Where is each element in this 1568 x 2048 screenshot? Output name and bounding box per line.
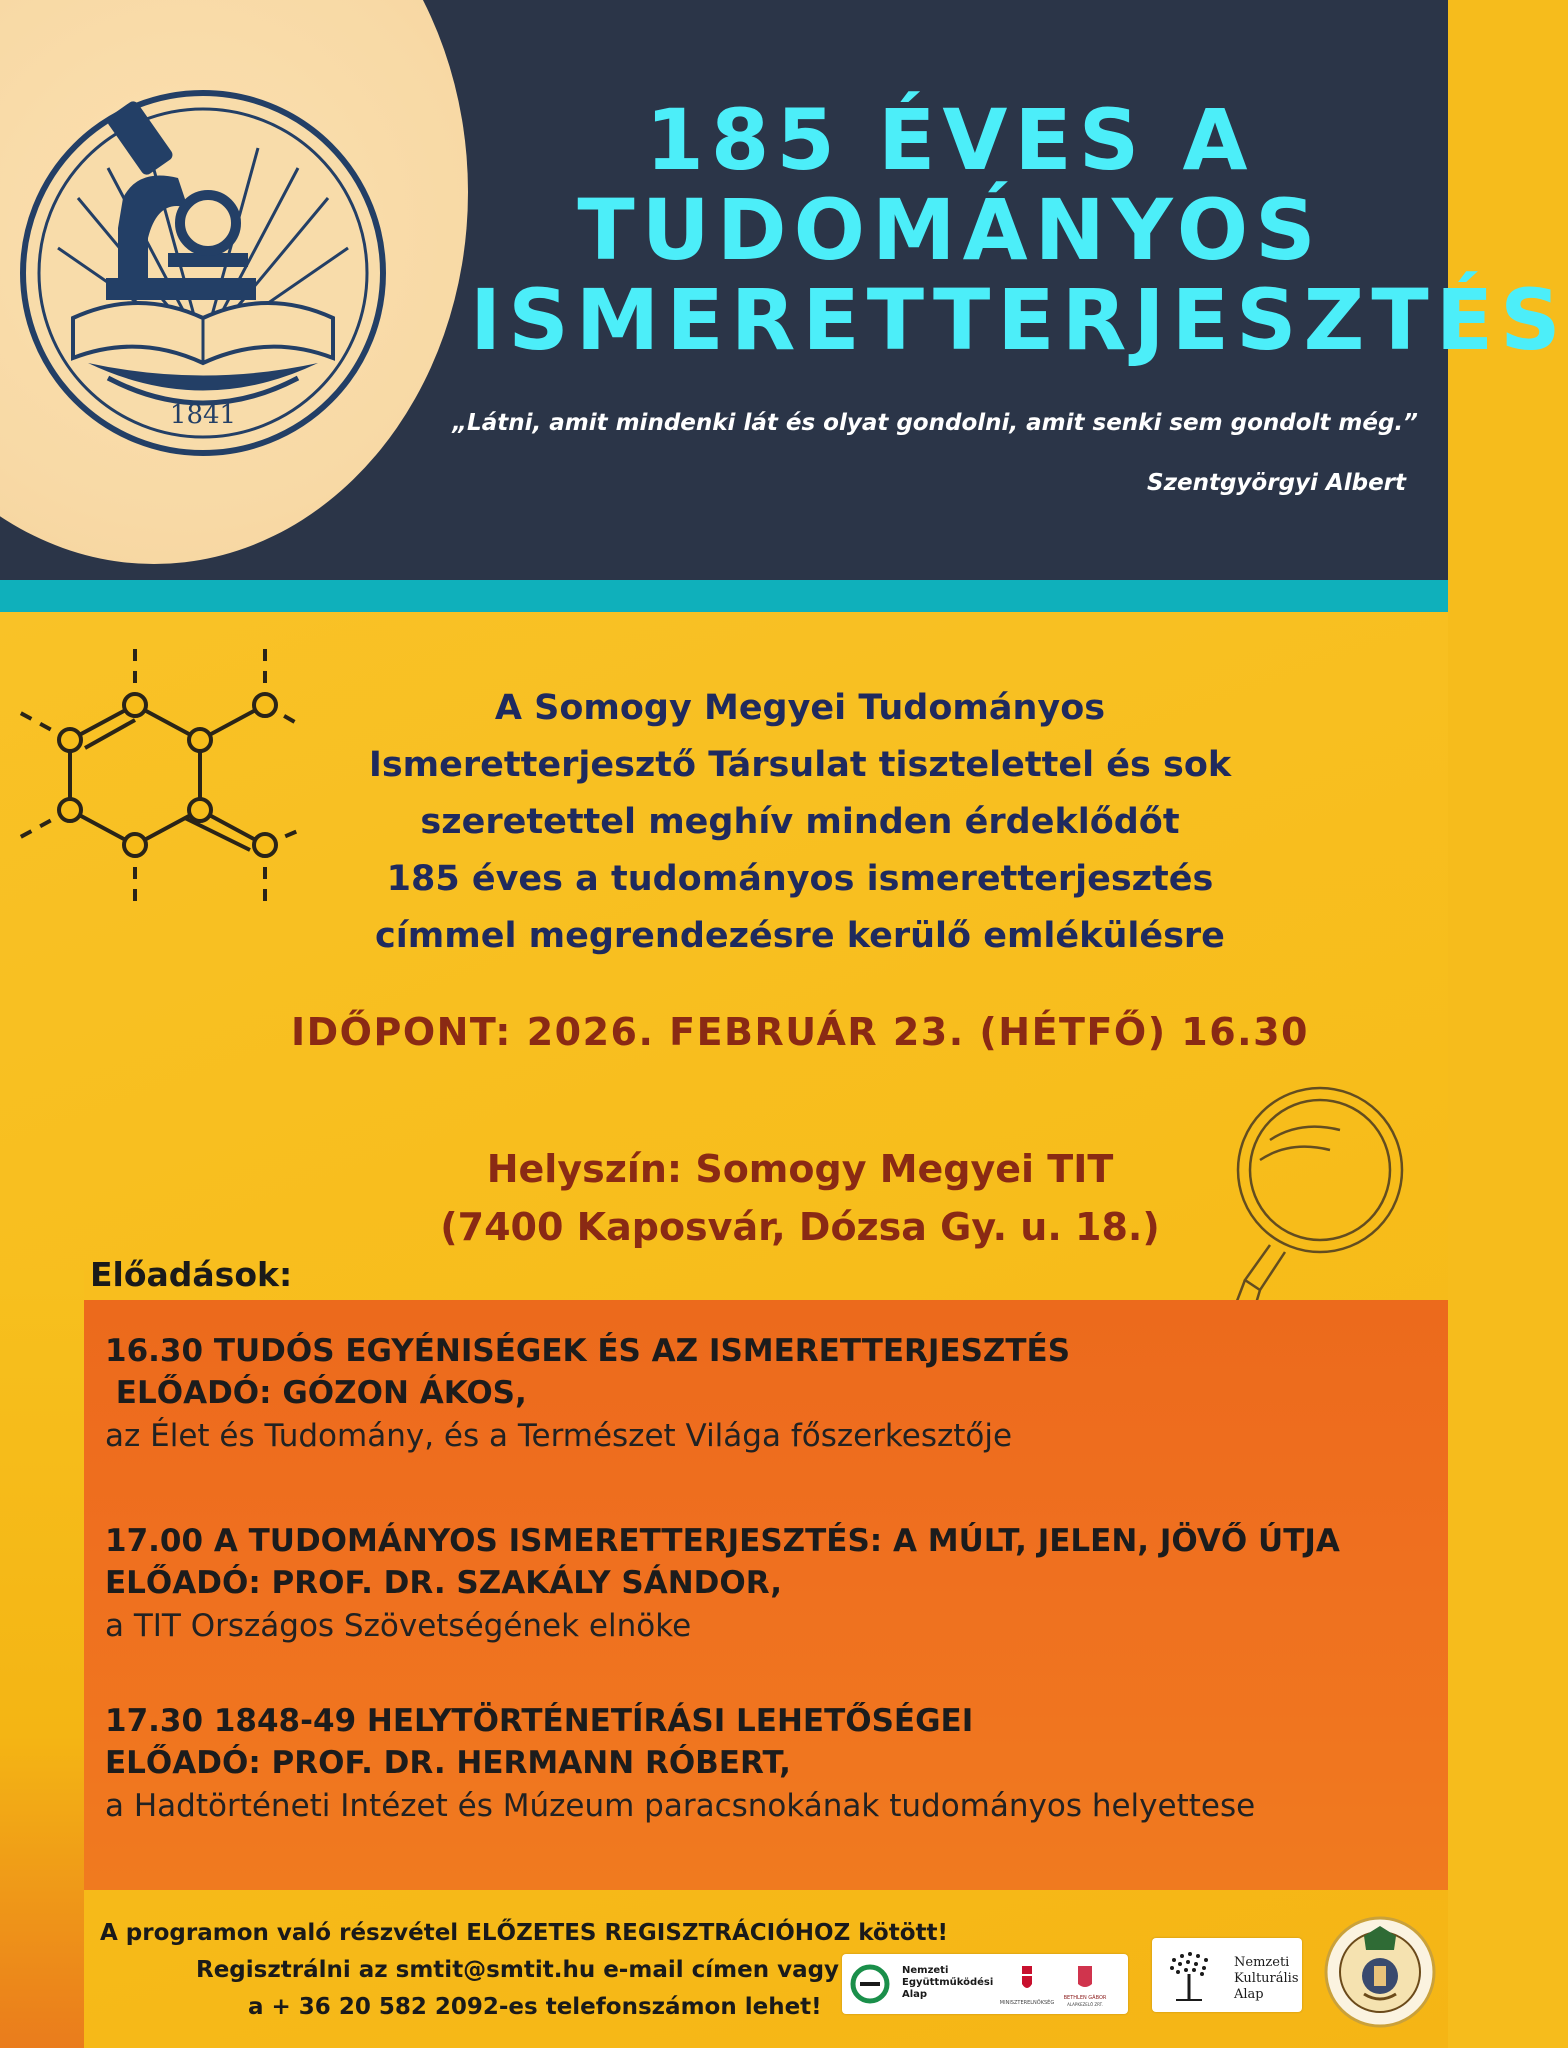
lecture-speaker-role: az Élet és Tudomány, és a Természet Világa főszerkesztője (105, 1418, 1013, 1454)
bgazrt-label-1: BETHLEN GÁBOR (1063, 1995, 1107, 2001)
event-venue (330, 1140, 1270, 1256)
lecture-title: 16.30 TUDÓS EGYÉNISÉGEK ÉS AZ ISMERETTERJESZTÉS (105, 1333, 1071, 1369)
lecture-speaker-role: a Hadtörténeti Intézet és Múzeum paracsnokának tudományos helyettese (105, 1788, 1256, 1824)
lecture-title: 17.30 1848-49 HELYTÖRTÉNETÍRÁSI LEHETŐSÉGEI (105, 1703, 974, 1739)
invitation-line: A Somogy Megyei Tudományos (494, 688, 1106, 728)
lecture-item (105, 1330, 1070, 1458)
title-line-1: 185 ÉVES A (645, 91, 1255, 189)
nka-name-1: Nemzeti (1234, 1955, 1290, 1970)
page-title (470, 91, 1568, 369)
lecture-speaker-role: a TIT Országos Szövetségének elnöke (105, 1608, 692, 1644)
lecture-item (105, 1700, 1255, 1828)
lecture-speaker: ELŐADÓ: PROF. DR. HERMANN RÓBERT, (105, 1745, 791, 1781)
ministry-label: MINISZTERELNÖKSÉG (999, 2000, 1055, 2006)
neam-name-2: Együttműködési (902, 1977, 994, 1988)
header-banner (0, 0, 1568, 580)
quote-author: Szentgyörgyi Albert (1147, 470, 1406, 496)
neam-name-3: Alap (902, 1989, 928, 2000)
invitation-line: Ismeretterjesztő Társulat tisztelettel és sok (368, 745, 1232, 785)
invitation-line: szeretettel meghív minden érdeklődőt (420, 802, 1180, 842)
molecule-icon (10, 640, 310, 920)
quote-text: „Látni, amit mindenki lát és olyat gondolni, amit senki sem gondolt még.” (452, 410, 1418, 436)
registration-note (100, 1915, 948, 2026)
nka-name-2: Kulturális (1234, 1971, 1299, 1986)
bgazrt-label-2: ALAPKEZELŐ ZRT. (1067, 2002, 1103, 2007)
seal-year: 1841 (169, 400, 237, 430)
title-line-3: ISMERETTERJESZTÉS (470, 271, 1568, 369)
title-line-2: TUDOMÁNYOS (577, 181, 1323, 279)
venue-name: Helyszín: Somogy Megyei TIT (486, 1147, 1114, 1191)
neam-logo (842, 1954, 1128, 2014)
lecture-title: 17.00 A TUDOMÁNYOS ISMERETTERJESZTÉS: A MÚLT, JELEN, JÖVŐ ÚTJA (105, 1523, 1340, 1559)
left-color-strip (0, 1270, 84, 2048)
invitation-line: 185 éves a tudományos ismeretterjesztés (386, 859, 1214, 899)
lecture-speaker: ELŐADÓ: PROF. DR. SZAKÁLY SÁNDOR, (105, 1565, 782, 1601)
nka-name-3: Alap (1234, 1987, 1264, 2002)
lectures-heading: Előadások: (90, 1255, 293, 1294)
venue-address: (7400 Kaposvár, Dózsa Gy. u. 18.) (440, 1205, 1160, 1249)
registration-line-3: a + 36 20 582 2092-es telefonszámon lehet! (248, 1994, 822, 2020)
sponsor-logo-nka (1152, 1938, 1302, 2012)
registration-line-2: Regisztrálni az smtit@smtit.hu e-mail címen vagy (196, 1957, 840, 1983)
nka-logo (1152, 1938, 1302, 2012)
invitation-text (330, 680, 1270, 965)
sponsor-logos-neam (842, 1954, 1128, 2014)
event-datetime: IDŐPONT: 2026. FEBRUÁR 23. (HÉTFŐ) 16.30 (290, 1010, 1309, 1054)
lecture-speaker: ELŐADÓ: GÓZON ÁKOS, (105, 1375, 527, 1411)
tit-seal-logo (18, 88, 388, 458)
neam-name-1: Nemzeti (902, 1965, 949, 1976)
somogy-tit-seal-icon (1324, 1916, 1436, 2028)
registration-line-1: A programon való részvétel ELŐZETES REGISZTRÁCIÓHOZ kötött! (100, 1920, 949, 1946)
invitation-line: címmel megrendezésre kerülő emlékülésre (375, 916, 1225, 956)
teal-divider (0, 580, 1448, 612)
lecture-item (105, 1520, 1340, 1648)
